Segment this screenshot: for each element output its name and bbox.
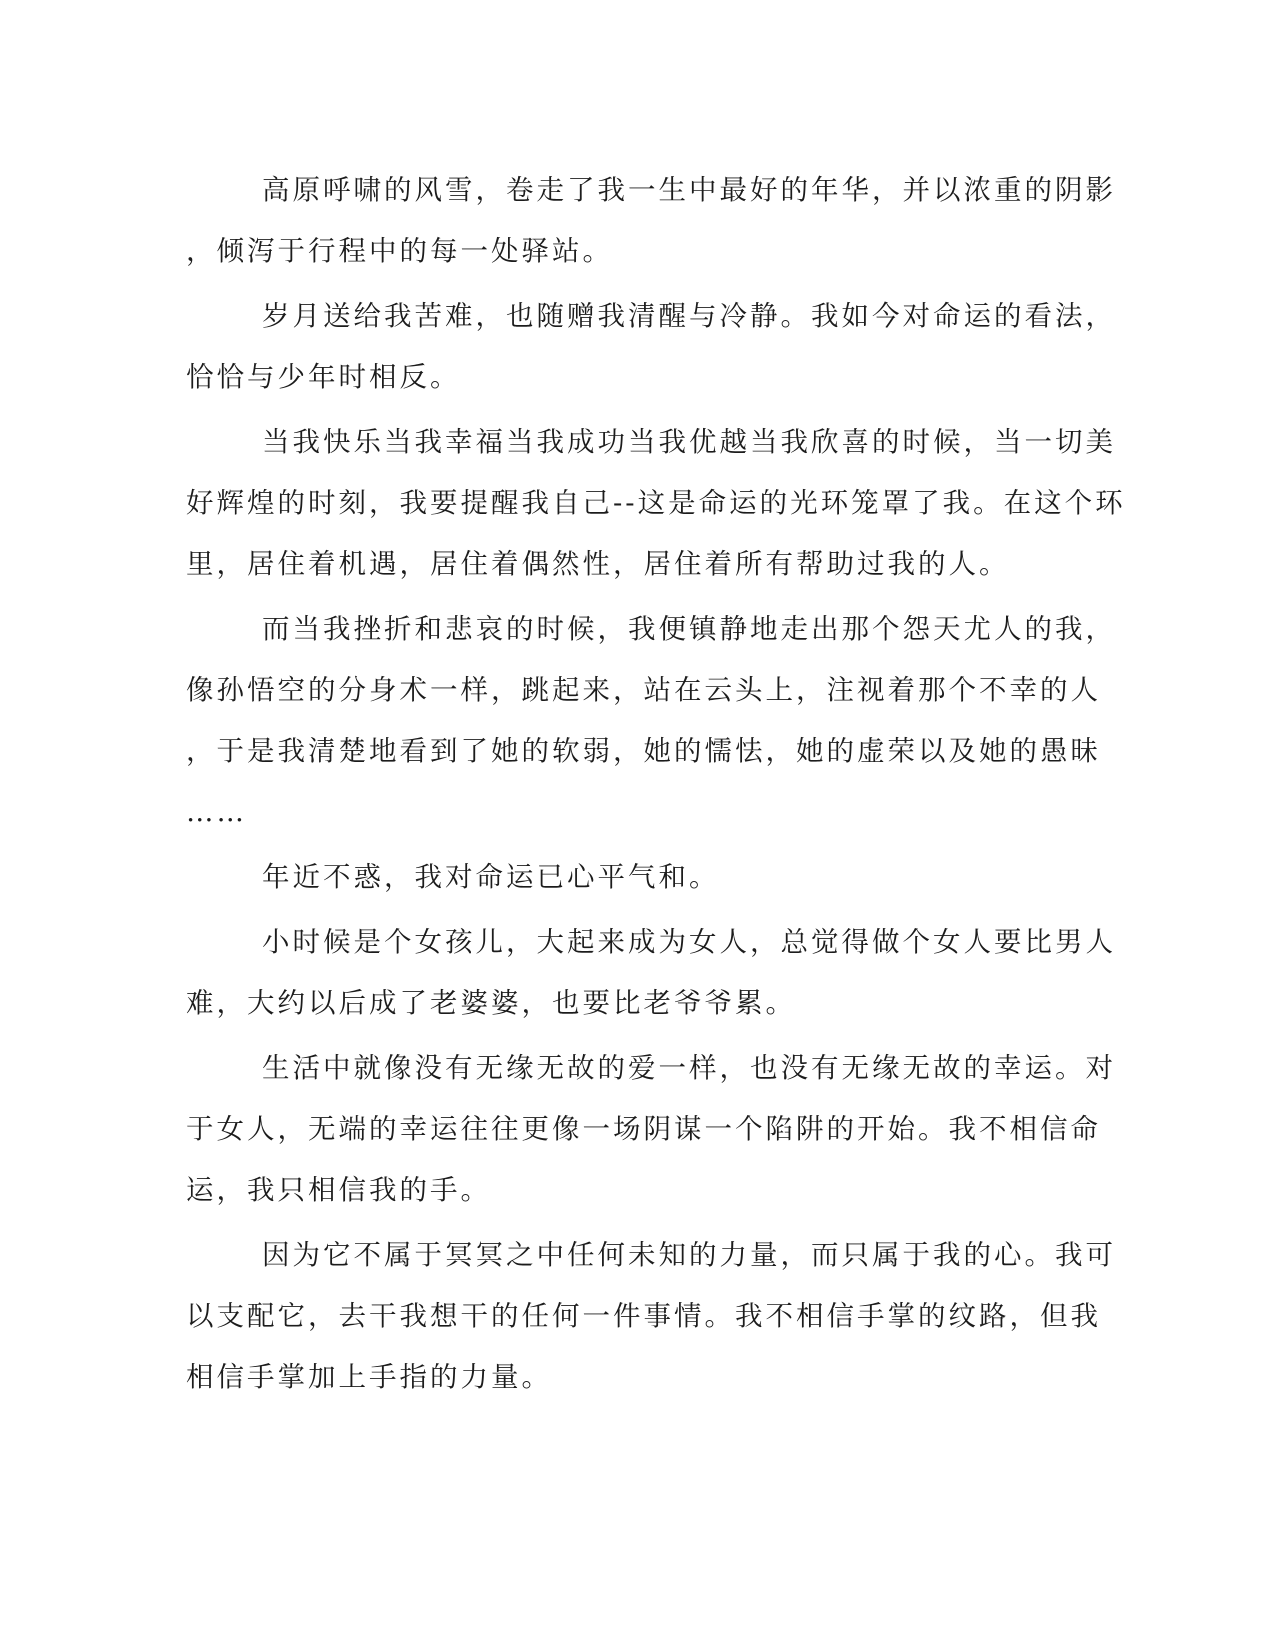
text-line: 像孙悟空的分身术一样，跳起来，站在云头上，注视着那个不幸的人 (186, 674, 1101, 706)
text-line: 里，居住着机遇，居住着偶然性，居住着所有帮助过我的人。 (186, 548, 1010, 580)
paragraph-3 (186, 412, 1126, 595)
paragraph-4 (186, 599, 1116, 843)
text-line: 相信手掌加上手指的力量。 (186, 1361, 552, 1393)
text-line: …… (186, 796, 247, 828)
text-line: 而当我挫折和悲哀的时候，我便镇静地走出那个怨天尤人的我， (262, 613, 1116, 645)
text-line: 恰恰与少年时相反。 (186, 361, 461, 393)
body-text (186, 160, 1126, 1412)
text-line: 难，大约以后成了老婆婆，也要比老爷爷累。 (186, 987, 796, 1019)
text-line: ，倾泻于行程中的每一处驿站。 (186, 235, 613, 267)
text-line: 小时候是个女孩儿，大起来成为女人，总觉得做个女人要比男人 (262, 926, 1116, 958)
text-line: 生活中就像没有无缘无故的爱一样，也没有无缘无故的幸运。对 (262, 1052, 1116, 1084)
paragraph-6 (186, 912, 1116, 1034)
text-line: 岁月送给我苦难，也随赠我清醒与冷静。我如今对命运的看法， (262, 300, 1116, 332)
paragraph-8 (186, 1225, 1116, 1408)
text-line: 因为它不属于冥冥之中任何未知的力量，而只属于我的心。我可 (262, 1239, 1116, 1271)
text-line: ，于是我清楚地看到了她的软弱，她的懦怯，她的虚荣以及她的愚昧 (186, 735, 1101, 767)
text-line: 于女人，无端的幸运往往更像一场阴谋一个陷阱的开始。我不相信命 (186, 1113, 1101, 1145)
text-line: 当我快乐当我幸福当我成功当我优越当我欣喜的时候，当一切美 (262, 426, 1116, 458)
text-line: 以支配它，去干我想干的任何一件事情。我不相信手掌的纹路，但我 (186, 1300, 1101, 1332)
paragraph-7 (186, 1038, 1116, 1221)
paragraph-2 (186, 286, 1116, 408)
text-line: 好辉煌的时刻，我要提醒我自己--这是命运的光环笼罩了我。在这个环 (186, 487, 1126, 519)
paragraph-1 (186, 160, 1116, 282)
paragraph-5 (186, 847, 1066, 908)
text-line: 高原呼啸的风雪，卷走了我一生中最好的年华，并以浓重的阴影 (262, 174, 1116, 206)
text-line: 运，我只相信我的手。 (186, 1174, 491, 1206)
text-line: 年近不惑，我对命运已心平气和。 (262, 861, 720, 893)
